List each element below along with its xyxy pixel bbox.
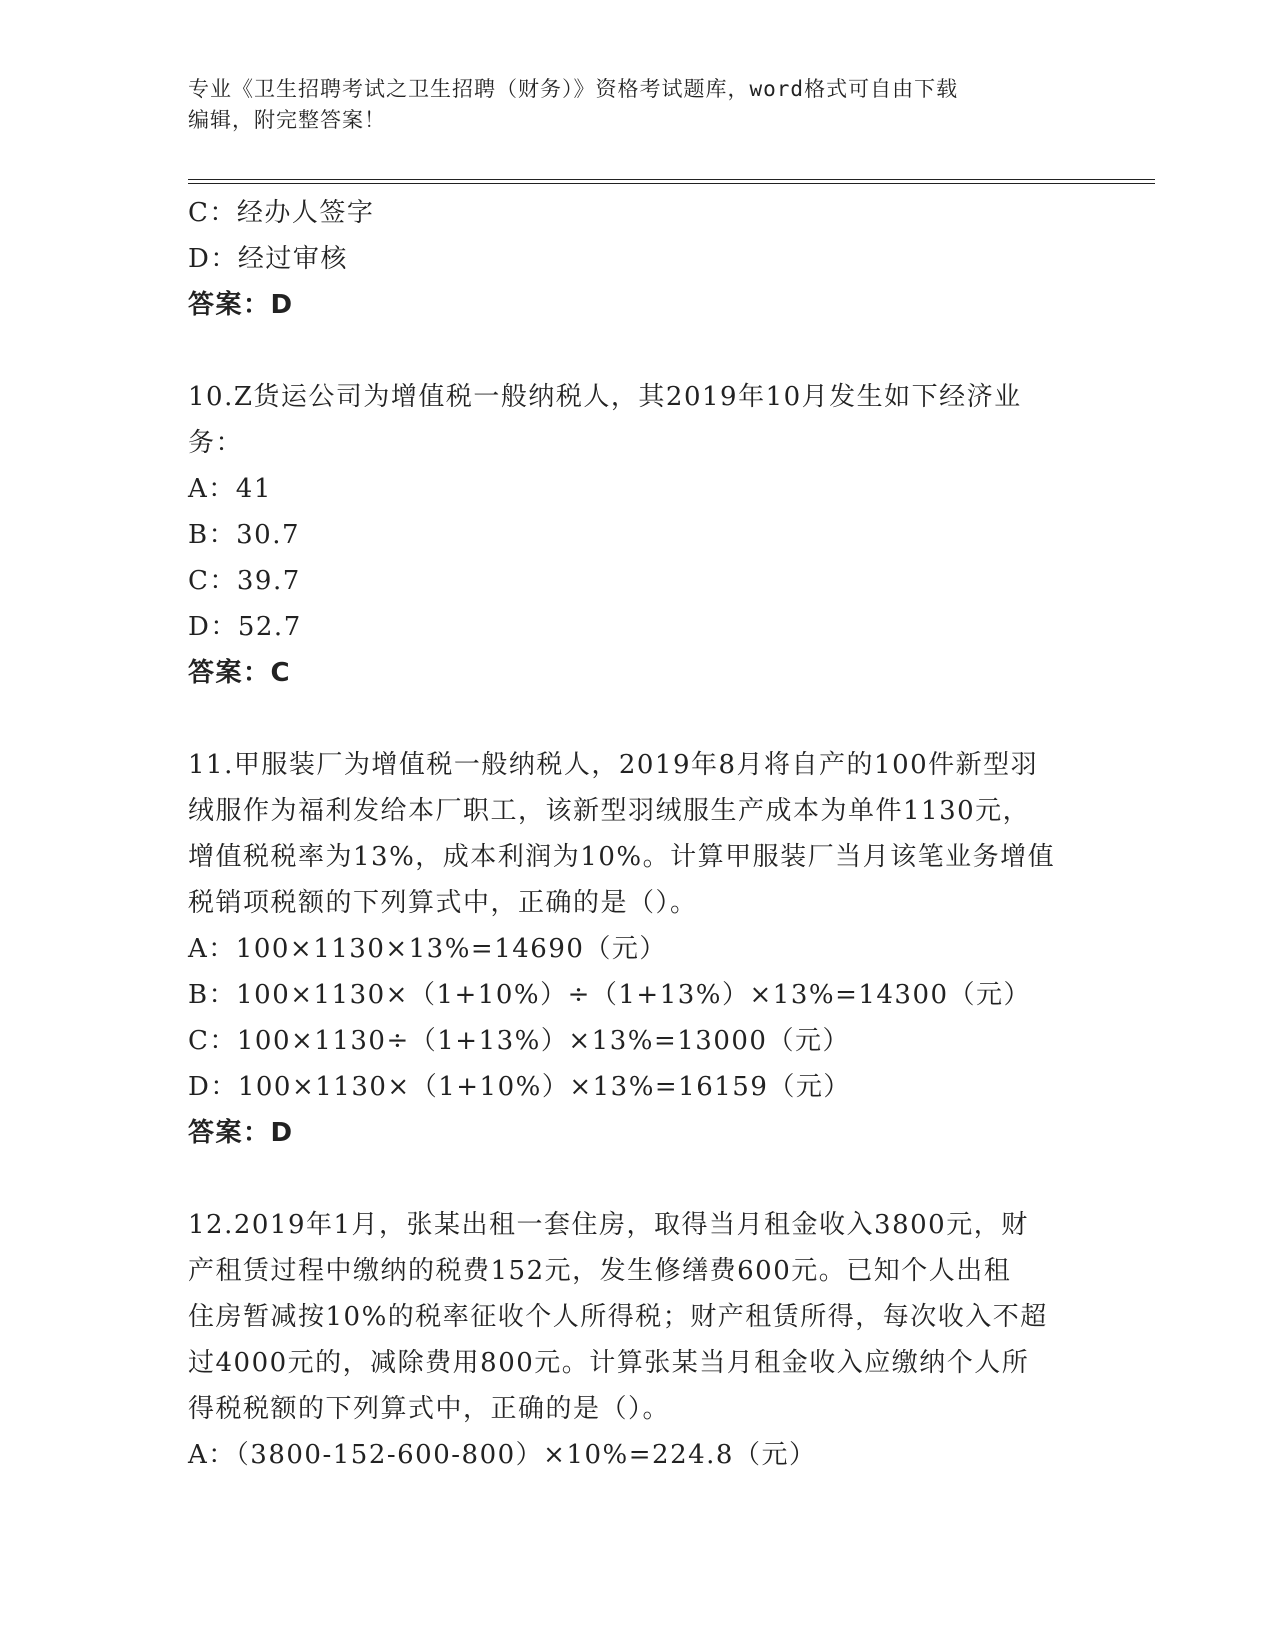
question-stem-line: 务： (188, 428, 244, 458)
question-stem-line: 住房暂减按10%的税率征收个人所得税；财产租赁所得，每次收入不超 (188, 1302, 1048, 1332)
question-stem-line: 12.2019年1月，张某出租一套住房，取得当月租金收入3800元，财 (188, 1210, 1029, 1240)
option-a: A：（3800-152-600-800）×10%=224.8（元） (188, 1440, 817, 1470)
question-stem-line: 10.Z货运公司为增值税一般纳税人，其2019年10月发生如下经济业 (188, 382, 1022, 412)
answer-line: 答案：D (188, 1118, 294, 1148)
option-d: D：52.7 (188, 612, 302, 642)
option-c: C：39.7 (188, 566, 301, 596)
question-9-tail (188, 190, 1088, 328)
header-divider-top (188, 179, 1155, 180)
option-a: A：100×1130×13%=14690（元） (188, 934, 667, 964)
question-stem-line: 产租赁过程中缴纳的税费152元，发生修缮费600元。已知个人出租 (188, 1256, 1012, 1286)
answer-line: 答案：D (188, 290, 294, 320)
option-b: B：100×1130×（1+10%）÷（1+13%）×13%=14300（元） (188, 980, 1032, 1010)
header-divider-bottom (188, 183, 1155, 184)
question-list (188, 190, 1088, 1478)
question-stem-line: 11.甲服装厂为增值税一般纳税人，2019年8月将自产的100件新型羽 (188, 750, 1039, 780)
option-c: C：100×1130÷（1+13%）×13%=13000（元） (188, 1026, 850, 1056)
question-stem-line: 绒服作为福利发给本厂职工，该新型羽绒服生产成本为单件1130元， (188, 796, 1031, 826)
spacer (188, 696, 1088, 742)
option-b: B：30.7 (188, 520, 300, 550)
question-stem-line: 增值税税率为13%，成本利润为10%。计算甲服装厂当月该笔业务增值 (188, 842, 1056, 872)
header-line-2: 编辑，附完整答案！ (188, 108, 386, 132)
option-d: D：100×1130×（1+10%）×13%=16159（元） (188, 1072, 851, 1102)
option-d: D：经过审核 (188, 244, 348, 274)
spacer (188, 328, 1088, 374)
question-11 (188, 742, 1088, 1156)
question-stem-line: 税销项税额的下列算式中，正确的是（）。 (188, 888, 698, 918)
question-12 (188, 1202, 1088, 1478)
option-a: A：41 (188, 474, 272, 504)
spacer (188, 1156, 1088, 1202)
header-line-1: 专业《卫生招聘考试之卫生招聘（财务）》资格考试题库，word格式可自由下载 (188, 77, 959, 101)
answer-line: 答案：C (188, 658, 292, 688)
document-header (188, 74, 1068, 136)
option-c: C：经办人签字 (188, 198, 375, 228)
question-stem-line: 得税税额的下列算式中，正确的是（）。 (188, 1394, 671, 1424)
question-stem-line: 过4000元的，减除费用800元。计算张某当月租金收入应缴纳个人所 (188, 1348, 1030, 1378)
question-10 (188, 374, 1088, 696)
